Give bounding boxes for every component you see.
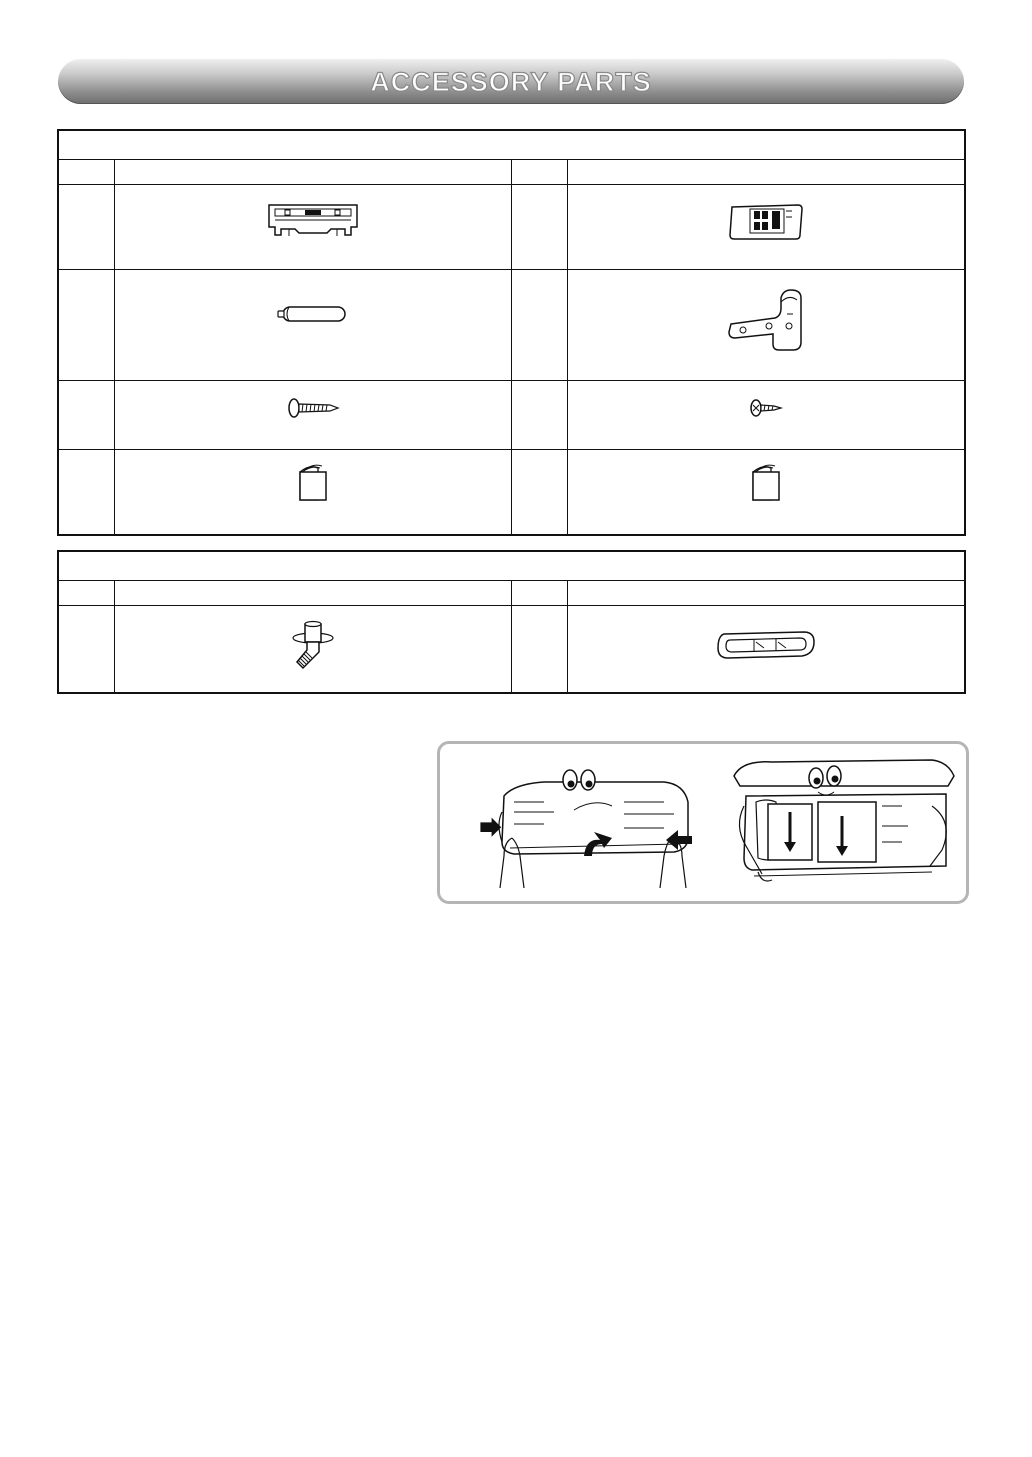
header-no [58, 581, 114, 606]
part-cell [567, 606, 965, 694]
item-number-cell [511, 185, 567, 270]
table-caption [58, 551, 965, 581]
table-row [58, 185, 965, 270]
item-number-cell [58, 606, 114, 694]
remote-holder-icon [723, 286, 809, 358]
part-cell [567, 381, 965, 450]
table-row [58, 450, 965, 536]
battery-icon [275, 303, 351, 325]
item-number-cell [58, 270, 114, 381]
header-no [511, 160, 567, 185]
accessory-table-1 [57, 129, 966, 536]
header-part [114, 581, 511, 606]
item-number-cell [58, 381, 114, 450]
item-number-cell [511, 450, 567, 536]
booklet-icon [749, 462, 783, 502]
title-banner [58, 58, 964, 104]
lifting-front-panel-icon [474, 752, 694, 892]
table-caption-row [58, 130, 965, 160]
small-screw-icon [748, 397, 784, 419]
table-header-row [58, 581, 965, 606]
table-caption [58, 130, 965, 160]
table-caption-row [58, 551, 965, 581]
filter-illustration-box [437, 741, 969, 904]
drain-cap-icon [714, 626, 818, 662]
part-cell [567, 270, 965, 381]
part-cell [114, 185, 511, 270]
item-number-cell [58, 450, 114, 536]
header-no [511, 581, 567, 606]
header-part [567, 160, 965, 185]
booklet-icon [296, 462, 330, 502]
header-part [114, 160, 511, 185]
table-row [58, 606, 965, 694]
part-cell [114, 450, 511, 536]
accessory-table-2 [57, 550, 966, 694]
header-no [58, 160, 114, 185]
part-cell [567, 450, 965, 536]
part-cell [114, 606, 511, 694]
table-header-row [58, 160, 965, 185]
page-title: ACCESSORY PARTS [370, 67, 652, 97]
part-cell [114, 381, 511, 450]
item-number-cell [511, 381, 567, 450]
item-number-cell [511, 606, 567, 694]
item-number-cell [58, 185, 114, 270]
table-row [58, 270, 965, 381]
part-cell [114, 270, 511, 381]
part-cell [567, 185, 965, 270]
drain-elbow-icon [289, 620, 337, 676]
installation-plate-icon [265, 201, 361, 241]
mounting-screw-icon [286, 397, 340, 419]
header-part [567, 581, 965, 606]
table-row [58, 381, 965, 450]
remote-control-icon [726, 201, 806, 243]
item-number-cell [511, 270, 567, 381]
removing-filters-icon [732, 746, 956, 896]
